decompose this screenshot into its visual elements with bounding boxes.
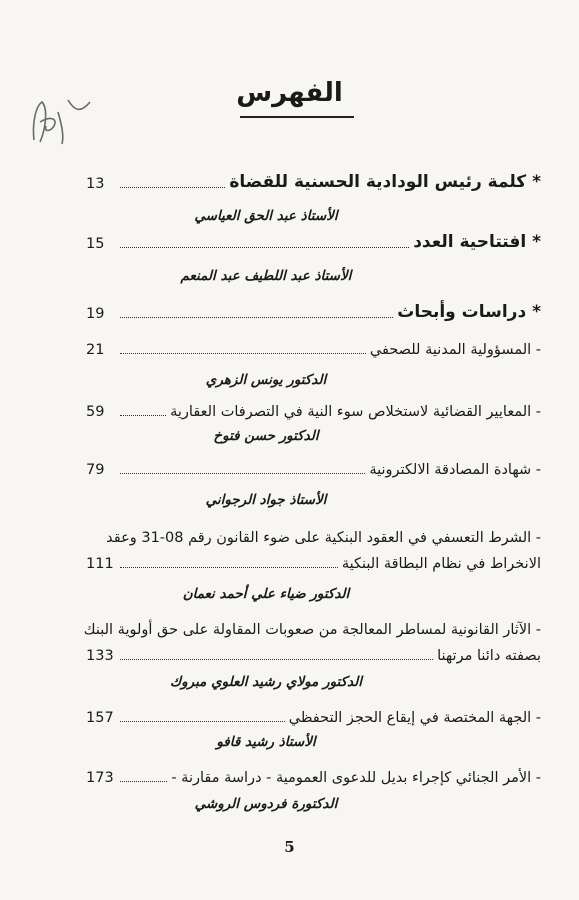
title-underline [240,116,354,118]
page-ref: 59 [86,404,105,420]
section-title: * كلمة رئيس الودادية الحسنية للقضاة [229,172,541,192]
leader-dots [120,473,365,474]
article-title: - شهادة المصادقة الالكترونية [369,462,541,478]
page-title: الفهرس [236,78,343,108]
article-title: - المعايير القضائية لاستخلاص سوء النية في التصرفات العقارية [170,404,541,420]
article-title: - الجهة المختصة في إيقاع الحجز التحفظي [288,710,541,726]
page-ref: 173 [86,770,114,786]
page-ref: 157 [86,710,114,726]
toc-article [86,710,541,726]
page-ref: 19 [86,306,105,322]
leader-dots [120,353,366,354]
toc-section [86,232,541,252]
article-title: - الشرط التعسفي في العقود البنكية على ضوء القانون رقم 08-31 وعقد [106,530,541,546]
leader-dots [120,187,225,188]
leader-dots [120,415,166,416]
author-name: الدكتور يونس الزهري [205,372,327,388]
page-number: 5 [284,838,295,856]
author-name: الدكتور حسن فتوخ [213,428,319,444]
leader-dots [120,659,433,660]
toc-article [86,530,541,572]
toc-section [86,302,541,322]
leader-dots [120,317,393,318]
section-title: * دراسات وأبحاث [397,302,541,322]
author-name: الأستاذ عبد الحق العياسي [194,208,338,224]
author-name: الأستاذ عبد اللطيف عبد المنعم [180,268,352,284]
article-title: - المسؤولية المدنية للصحفي [369,342,541,358]
page-ref: 21 [86,342,105,358]
author-name: الأستاذ جواد الرجواني [205,492,327,508]
article-title: - الأمر الجنائي كإجراء بديل للدعوى العمومية - دراسة مقارنة - [171,770,541,786]
toc-section [86,172,541,192]
toc-article [86,770,541,786]
leader-dots [120,567,338,568]
page-ref: 111 [86,556,114,572]
author-name: الأستاذ رشيد قافو [216,734,316,750]
toc-article [86,462,541,478]
toc-article [86,404,541,420]
toc-article [86,342,541,358]
leader-dots [120,247,409,248]
section-title: * افتتاحية العدد [413,232,541,252]
article-title-cont: بصفته دائنا مرتهنا [437,648,541,664]
page-ref: 15 [86,236,105,252]
page-ref: 13 [86,176,105,192]
toc-article [83,622,541,664]
page-ref: 79 [86,462,105,478]
author-name: الدكتور مولاي رشيد العلوي مبروك [170,674,362,690]
leader-dots [120,781,167,782]
article-title: - الآثار القانونية لمساطر المعالجة من صعوبات المقاولة على حق أولوية البنك [83,622,541,638]
page-ref: 133 [86,648,114,664]
author-name: الدكتور ضياء علي أحمد نعمان [182,586,350,602]
author-name: الدكتورة فردوس الروشي [194,796,338,812]
article-title-cont: الانخراط في نظام البطاقة البنكية [341,556,541,572]
leader-dots [120,721,285,722]
